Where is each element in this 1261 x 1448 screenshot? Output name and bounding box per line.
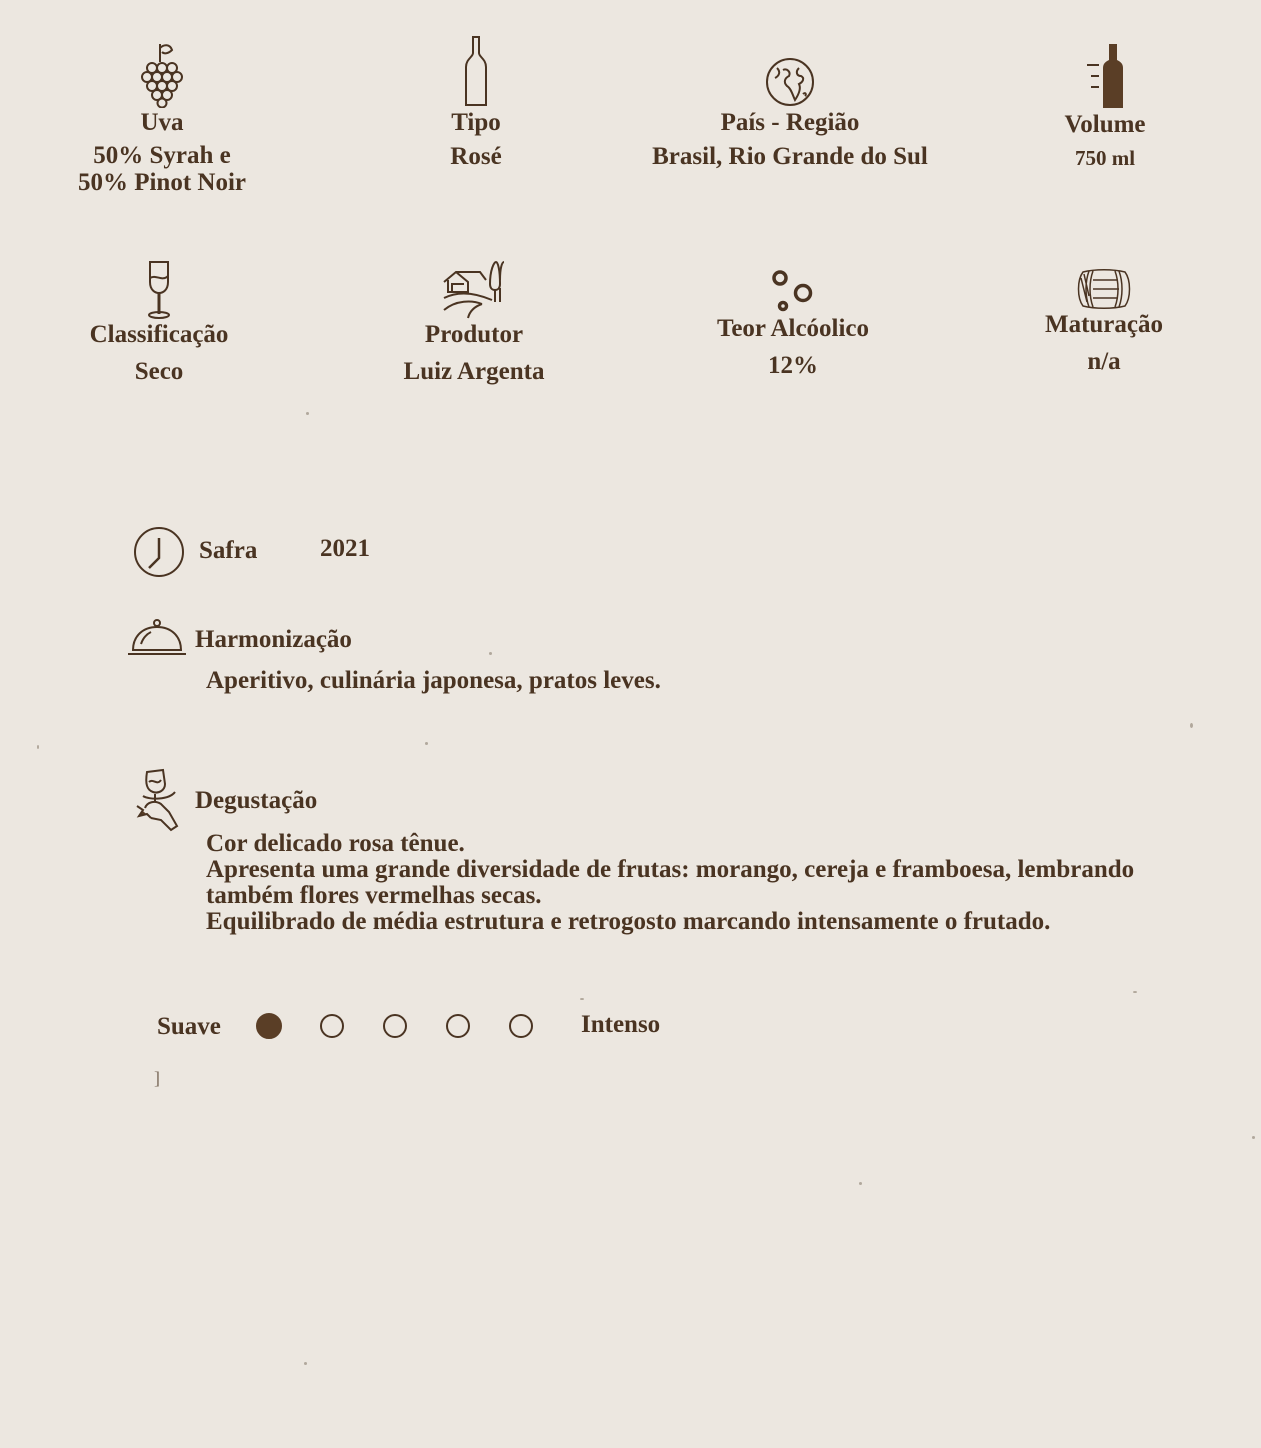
spec-label: País - Região: [720, 109, 860, 136]
spec-label: Volume: [1064, 111, 1146, 138]
spec-teor-alcoolico: [683, 268, 903, 379]
intensity-dot-empty: [509, 1014, 533, 1038]
spec-value: n/a: [1087, 348, 1121, 375]
spec-value: Brasil, Rio Grande do Sul: [652, 143, 928, 170]
spec-pais-regiao: [620, 56, 960, 170]
spec-value: 50% Syrah e: [93, 142, 231, 169]
spec-tipo: [376, 35, 576, 170]
cloche-icon: [127, 618, 187, 656]
intensity-dot-filled: [256, 1013, 282, 1039]
intensity-min-label: Suave: [157, 1013, 221, 1040]
bubbles-icon: [770, 268, 816, 314]
barrel-icon: [1075, 268, 1133, 310]
degustacao-label: Degustação: [195, 787, 318, 814]
spec-label: Maturação: [1044, 311, 1164, 338]
spec-classificacao: [59, 260, 259, 385]
spec-value: Rosé: [450, 143, 502, 170]
intensity-dot-empty: [383, 1014, 407, 1038]
spec-label: Tipo: [451, 109, 501, 136]
footer-mark: ]: [154, 1068, 160, 1088]
spec-maturacao: [1004, 268, 1204, 375]
globe-icon: [765, 56, 815, 108]
degustacao-text: [206, 831, 1186, 935]
intensity-dot-empty: [446, 1014, 470, 1038]
degustacao-line: também flores vermelhas secas.: [206, 882, 542, 909]
bottle-outline-icon: [464, 35, 488, 108]
safra-label: Safra: [199, 537, 258, 564]
safra-value: 2021: [320, 535, 370, 562]
spec-value: 750 ml: [1074, 146, 1136, 170]
spec-label: Classificação: [89, 321, 229, 348]
spec-label: Produtor: [424, 321, 524, 348]
winery-icon: [442, 260, 506, 320]
spec-value: 50% Pinot Noir: [77, 169, 247, 196]
harmonizacao-text: Aperitivo, culinária japonesa, pratos leves.: [206, 667, 661, 694]
spec-value: Seco: [134, 358, 184, 385]
degustacao-line: Apresenta uma grande diversidade de frutas: morango, cereja e framboesa, lembrando: [206, 856, 1135, 883]
spec-value: Luiz Argenta: [403, 358, 545, 385]
intensity-max-label: Intenso: [581, 1011, 661, 1038]
clock-icon: [133, 526, 185, 578]
spec-produtor: [374, 260, 574, 385]
spec-label: Teor Alcóolico: [716, 315, 870, 342]
bottle-volume-icon: [1087, 42, 1127, 110]
spec-label: Uva: [140, 109, 184, 136]
degustacao-line: Equilibrado de média estrutura e retrogosto marcando intensamente o frutado.: [206, 908, 1051, 935]
wine-glass-icon: [146, 260, 172, 320]
harmonizacao-label: Harmonização: [195, 626, 352, 653]
grapes-icon: [140, 42, 184, 108]
degustacao-line: Cor delicado rosa tênue.: [206, 830, 465, 857]
spec-volume: [1005, 42, 1205, 172]
tasting-hand-icon: [133, 768, 183, 834]
spec-uva: [62, 42, 262, 196]
intensity-dot-empty: [320, 1014, 344, 1038]
spec-value: 12%: [768, 352, 818, 379]
